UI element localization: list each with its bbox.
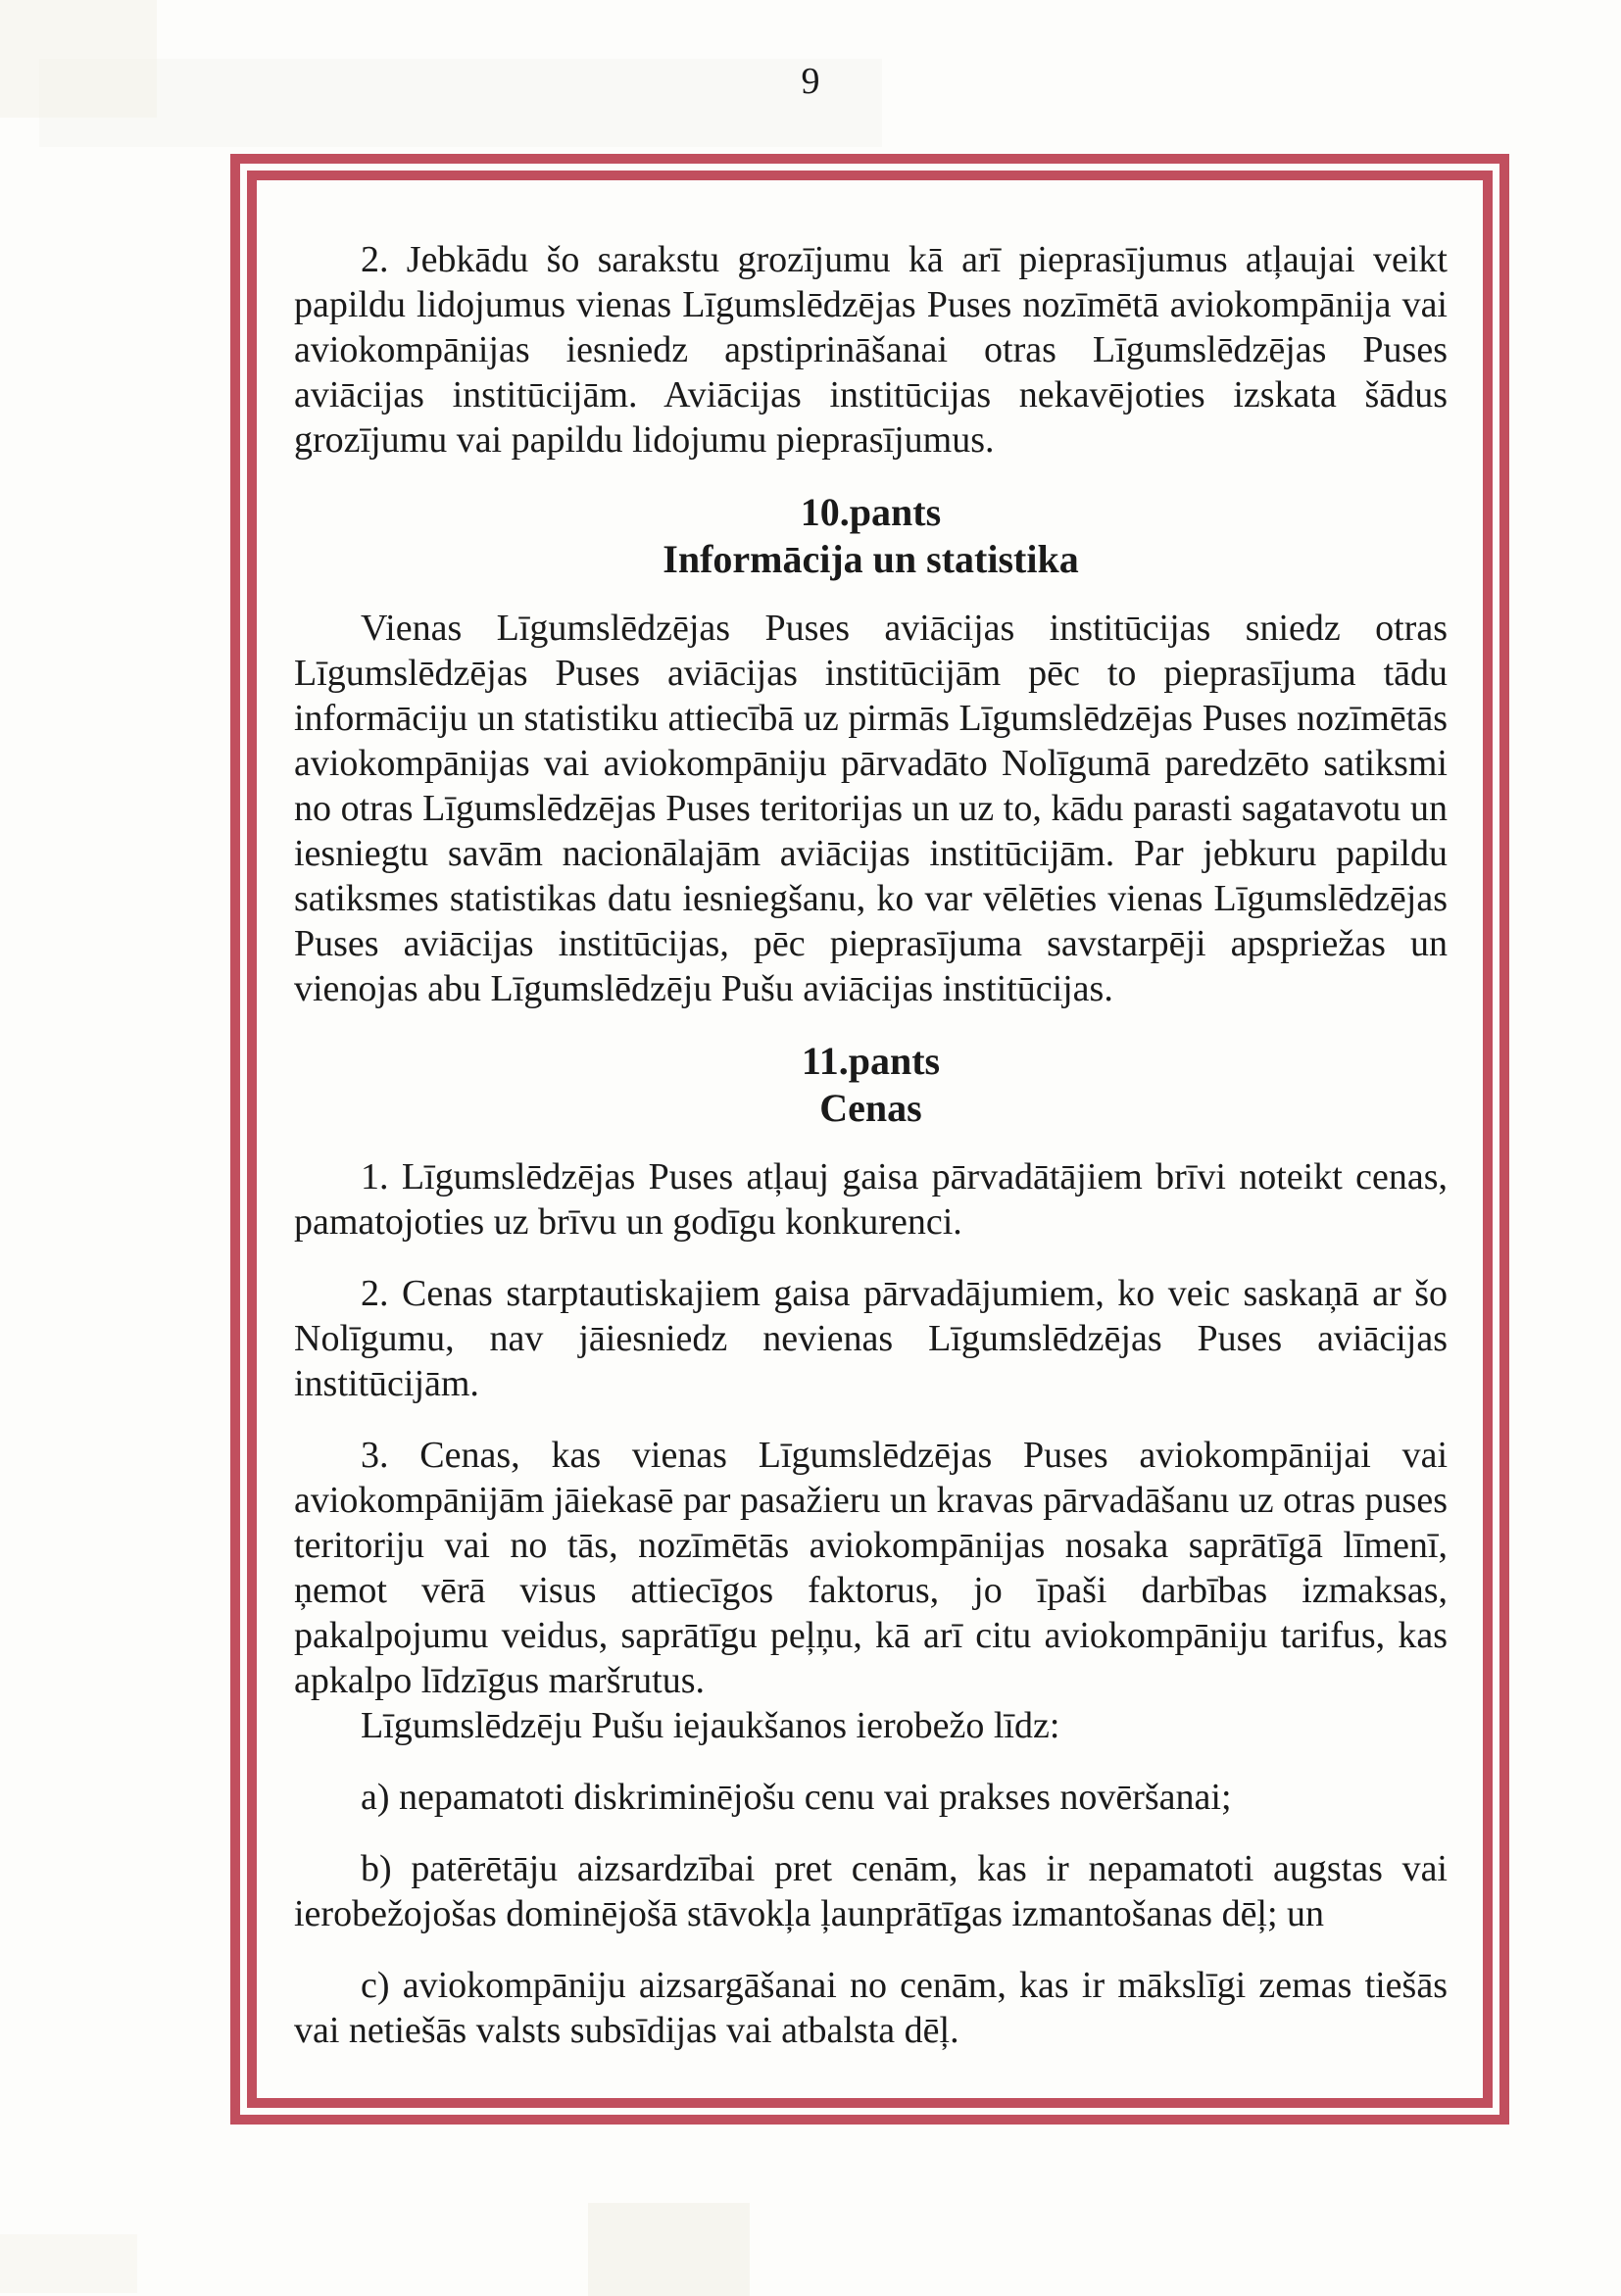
list-item-a: a) nepamatoti diskriminējošu cenu vai prakses novēršanai; <box>361 1777 1232 1818</box>
article-10-title: Informācija un statistika <box>663 537 1079 581</box>
document-border-frame <box>230 154 1509 2125</box>
article-10-heading <box>294 489 1448 583</box>
paragraph-article-10-body: Vienas Līgumslēdzējas Puses aviācijas institūcijas sniedz otras Līgumslēdzējas Puses aviācijas institūcijām pēc to pieprasījuma tādu informāciju un statistiku attiecībā uz pirmās Līgumslēdzējas Puses nozīmētās aviokompānijas vai aviokompāniju pārvadāto Nolīgumā paredzēto satiksmi no otras Līgumslēdzējas Puses teritorijas un uz to, kādu parasti sagatavotu un iesniegtu savām nacionālajām aviācijas institūcijām. Par jebkuru papildu satiksmes statistikas datu iesniegšanu, ko var vēlēties vienas Līgumslēdzējas Puses aviācijas institūcijas, pēc pieprasījuma savstarpēji apspriežas un vienojas abu Līgumslēdzēju Pušu aviācijas institūcijas. <box>294 608 1448 1009</box>
scan-artifact <box>588 2203 750 2296</box>
document-content <box>257 180 1483 2098</box>
paragraph-article-11-clause-3: 3. Cenas, kas vienas Līgumslēdzējas Puses aviokompānijai vai aviokompānijām jāiekasē par pasažieru un kravas pārvadāšanu uz otras puses teritoriju vai no tās, nozīmētās aviokompānijas nosaka saprātīgā līmenī, ņemot vērā visus attiecīgos faktorus, jo īpaši darbības izmaksas, pakalpojumu veidus, saprātīgu peļņu, kā arī citu aviokompāniju tarifus, kas apkalpo līdzīgus maršrutus. <box>294 1435 1448 1701</box>
page-number: 9 <box>801 61 820 102</box>
scan-artifact <box>0 2234 137 2293</box>
list-item-c: c) aviokompāniju aizsargāšanai no cenām, kas ir mākslīgi zemas tiešās vai netiešās valsts subsīdijas vai atbalsta dēļ. <box>294 1965 1448 2051</box>
article-11-number: 11.pants <box>801 1039 941 1083</box>
paragraph-article-11-clause-1: 1. Līgumslēdzējas Puses atļauj gaisa pārvadātājiem brīvi noteikt cenas, pamatojoties uz brīvu un godīgu konkurenci. <box>294 1156 1448 1243</box>
document-border-inner <box>247 171 1493 2108</box>
paragraph-intervention-intro: Līgumslēdzēju Pušu iejaukšanos ierobežo līdz: <box>361 1705 1060 1746</box>
paragraph-article-11-clause-2: 2. Cenas starptautiskajiem gaisa pārvadājumiem, ko veic saskaņā ar šo Nolīgumu, nav jāiesniedz nevienas Līgumslēdzējas Puses aviācijas institūcijām. <box>294 1273 1448 1404</box>
list-item-b: b) patērētāju aizsardzībai pret cenām, kas ir nepamatoti augstas vai ierobežojošas dominējošā stāvokļa ļaunprātīgas izmantošanas dēļ; un <box>294 1848 1448 1934</box>
article-11-heading <box>294 1038 1448 1132</box>
article-11-title: Cenas <box>819 1086 922 1130</box>
article-10-number: 10.pants <box>800 490 942 534</box>
paragraph-schedule-amendments: 2. Jebkādu šo sarakstu grozījumu kā arī pieprasījumus atļaujai veikt papildu lidojumus vienas Līgumslēdzējas Puses nozīmētā aviokompānija vai aviokompānijas iesniedz apstiprināšanai otras Līgumslēdzējas Puses aviācijas institūcijām. Aviācijas institūcijas nekavējoties izskata šādus grozījumu vai papildu lidojumu pieprasījumus. <box>294 239 1448 461</box>
